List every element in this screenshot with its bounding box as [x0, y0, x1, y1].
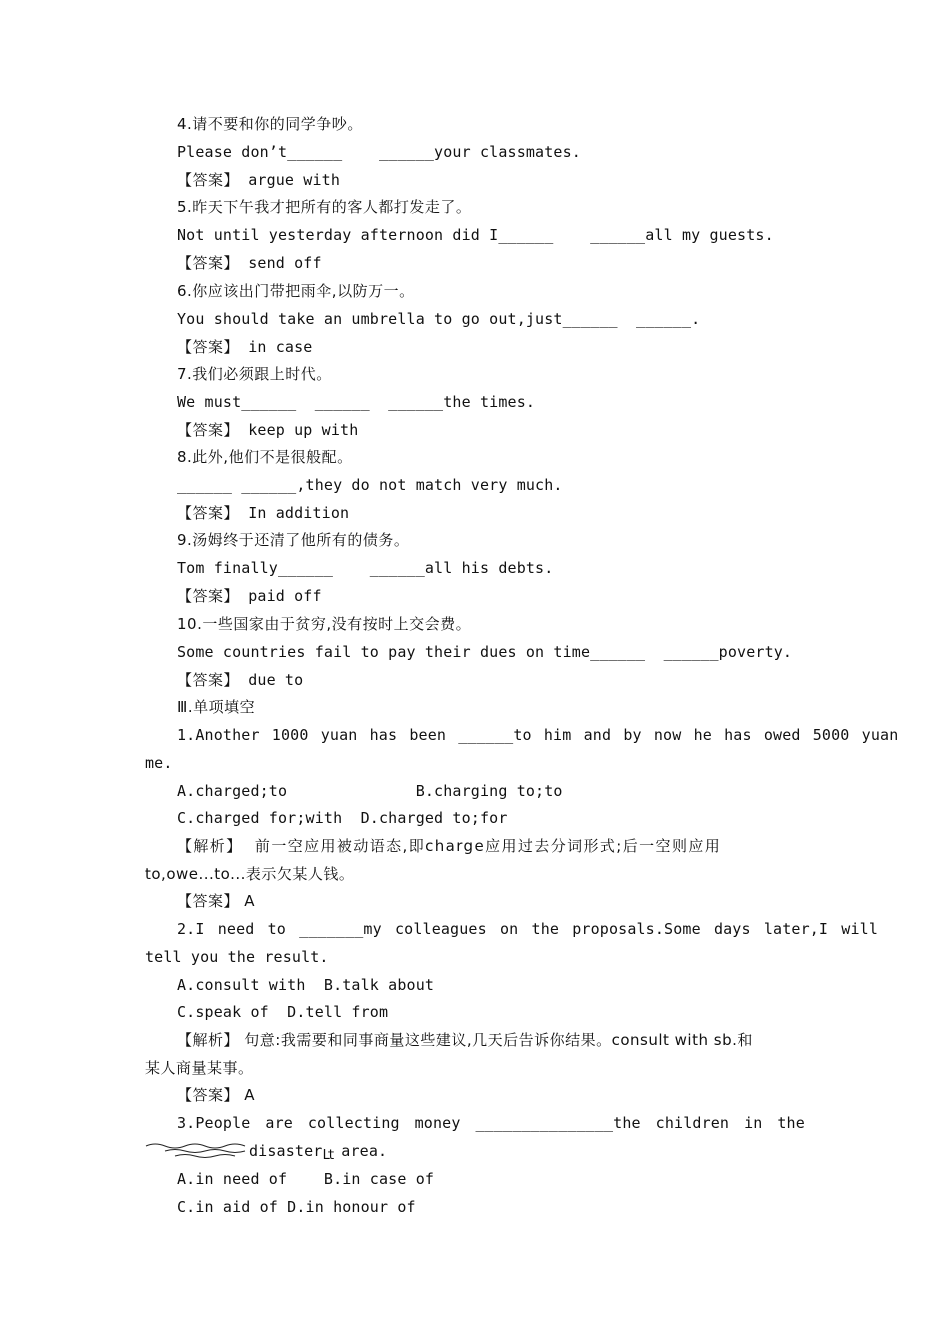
item-6-english: You should take an umbrella to go out,just______ ______. — [177, 310, 701, 328]
q3-word: money — [414, 1114, 461, 1132]
item-8-answer — [177, 503, 349, 523]
answer-text: keep up with — [248, 421, 359, 439]
answer-label: 【答案】 — [177, 421, 240, 439]
item-7-answer — [177, 420, 358, 440]
q3-stem-word-area: area. — [332, 1142, 388, 1160]
q3-stem-word-disaster: disaster — [249, 1142, 323, 1160]
q2-stem-line-2: tell you the result. — [145, 948, 329, 966]
q2-stem-line-1: 2.I need to _______my colleagues on the proposals.Some days later,I will — [177, 920, 879, 938]
item-6-answer — [177, 337, 312, 357]
answer-text: due to — [248, 671, 304, 689]
q1-stem-line-2: me. — [145, 754, 173, 772]
item-5-answer — [177, 253, 322, 273]
q3-options-cd: C.in aid of D.in honour of — [177, 1198, 416, 1216]
item-8-chinese: 8.此外,他们不是很般配。 — [177, 448, 353, 466]
q3-stem-line-2 — [249, 1141, 387, 1163]
q1-analysis-line-2: to,owe...to...表示欠某人钱。 — [145, 865, 355, 883]
item-8-english: ______ ______,they do not match very much. — [177, 476, 563, 494]
answer-text: in case — [248, 338, 313, 356]
q2-analysis-line-1: 【解析】 句意:我需要和同事商量这些建议,几天后告诉你结果。consult with sb.和 — [177, 1031, 753, 1049]
q1-analysis-line-1: 【解析】 前一空应用被动语态,即charge应用过去分词形式;后一空则应用 — [177, 837, 722, 855]
item-9-answer — [177, 586, 322, 606]
item-4-english: Please don’t______ ______your classmates. — [177, 143, 581, 161]
q2-analysis-line-2: 某人商量某事。 — [145, 1059, 254, 1077]
answer-text: In addition — [248, 504, 350, 522]
q3-word: the — [777, 1114, 805, 1132]
item-10-chinese: 10.一些国家由于贫穷,没有按时上交会费。 — [177, 615, 472, 633]
q2-answer: 【答案】 A — [177, 1086, 256, 1104]
item-5-english: Not until yesterday afternoon did I______ ______all my guests. — [177, 226, 774, 244]
q1-stem-line-1 — [177, 725, 899, 745]
item-4-answer — [177, 170, 340, 190]
answer-label: 【答案】 — [177, 671, 240, 689]
answer-text: argue with — [248, 171, 341, 189]
q3-blank-word: _______________the — [475, 1114, 641, 1132]
q3-word: children — [655, 1114, 730, 1132]
q1-stem-text: 1.Another 1000 yuan has been ______to him and by now he has owed 5000 yuan — [177, 726, 899, 744]
wavy-underline-mark — [145, 1140, 249, 1162]
q3-options-ab: A.in need of B.in case of — [177, 1170, 435, 1188]
q3-word: 3.People — [177, 1114, 251, 1132]
section-title: Ⅲ.单项填空 — [177, 698, 256, 716]
item-10-answer — [177, 670, 303, 690]
q3-word: are — [265, 1114, 293, 1132]
item-9-chinese: 9.汤姆终于还清了他所有的债务。 — [177, 531, 410, 549]
answer-label: 【答案】 — [177, 587, 240, 605]
answer-label: 【答案】 — [177, 504, 240, 522]
answer-label: 【答案】 — [177, 254, 240, 272]
q1-answer: 【答案】 A — [177, 892, 256, 910]
q2-options-ab: A.consult with B.talk about — [177, 976, 435, 994]
item-4-chinese: 4.请不要和你的同学争吵。 — [177, 115, 363, 133]
answer-label: 【答案】 — [177, 171, 240, 189]
item-5-chinese: 5.昨天下午我才把所有的客人都打发走了。 — [177, 198, 472, 216]
item-6-chinese: 6.你应该出门带把雨伞,以防万一。 — [177, 282, 415, 300]
item-10-english: Some countries fail to pay their dues on time______ ______poverty. — [177, 643, 793, 661]
q1-options-cd: C.charged for;with D.charged to;for — [177, 809, 508, 827]
q2-options-cd: C.speak of D.tell from — [177, 1003, 389, 1021]
q3-stem-line-1 — [177, 1113, 805, 1133]
item-7-chinese: 7.我们必须跟上时代。 — [177, 365, 332, 383]
q3-stray-mark: Lt — [322, 1148, 333, 1163]
q1-options-ab: A.charged;to B.charging to;to — [177, 782, 563, 800]
item-7-english: We must______ ______ ______the times. — [177, 393, 536, 411]
answer-text: send off — [248, 254, 322, 272]
q3-word: collecting — [307, 1114, 400, 1132]
q3-word: in — [744, 1114, 763, 1132]
answer-text: paid off — [248, 587, 322, 605]
item-9-english: Tom finally______ ______all his debts. — [177, 559, 554, 577]
answer-label: 【答案】 — [177, 338, 240, 356]
